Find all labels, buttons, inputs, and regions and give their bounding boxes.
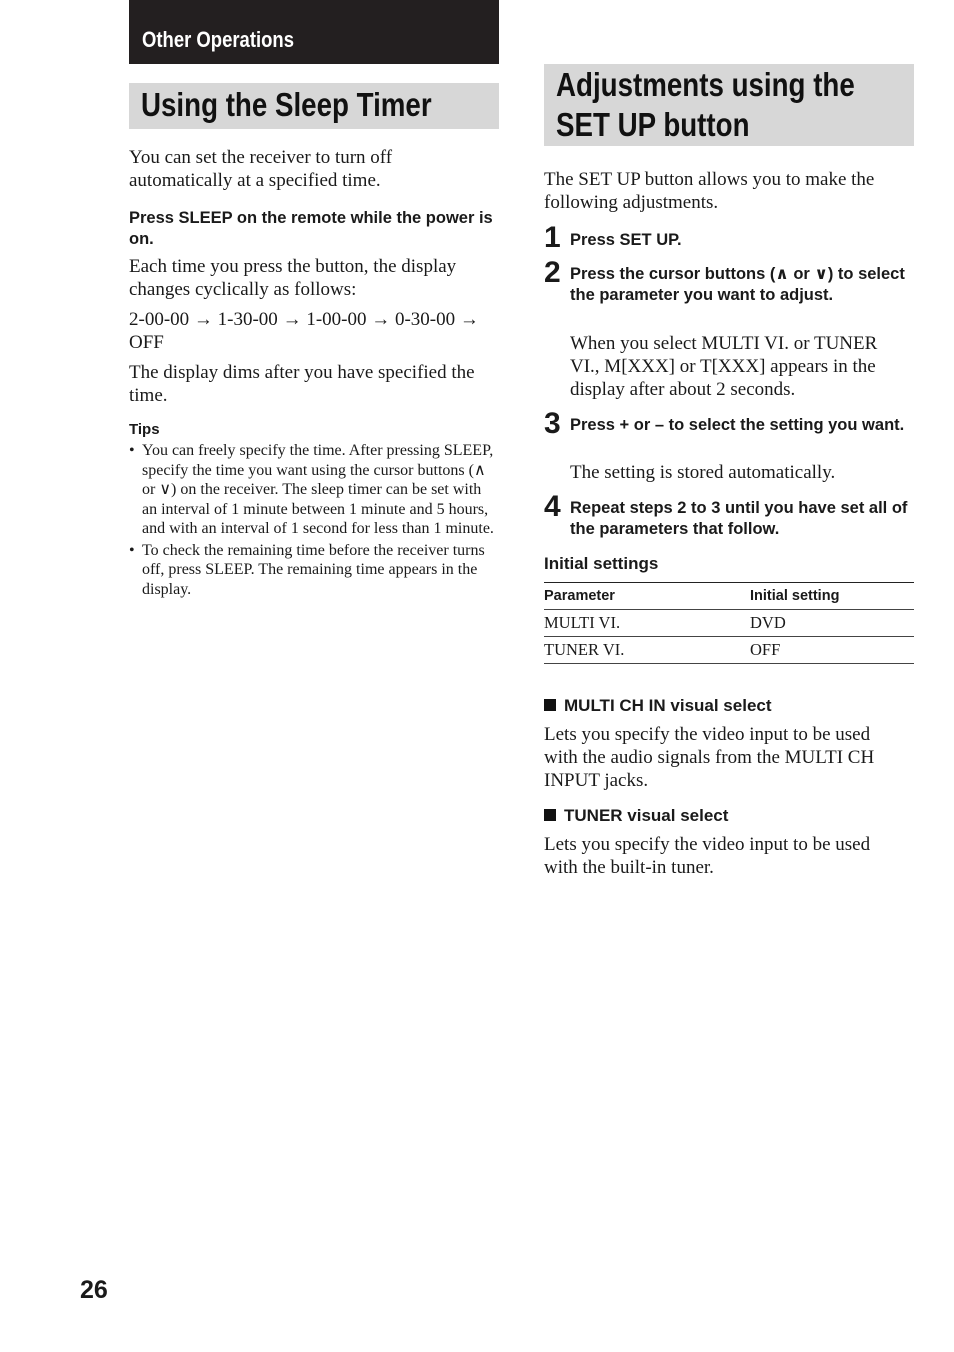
sleep-instruction: Press SLEEP on the remote while the power is on. <box>129 209 493 248</box>
tip-item: • You can freely specify the time. After pressing SLEEP, specify the time you want using the cursor buttons (∧ or ∨) on the receiver. The sleep timer can be set with an interval of 1 minute between 1 minute and 5 hours, and with an interval of 1 second for less than 1 minute. <box>129 441 494 539</box>
table-cell: TUNER VI. <box>544 640 625 659</box>
table-header-row <box>544 583 914 610</box>
table-row <box>544 610 914 637</box>
initial-settings-title: Initial settings <box>544 554 659 573</box>
setup-title-line2: SET UP button <box>556 106 750 143</box>
arrow-right-icon: → <box>371 309 391 330</box>
setup-title-line1: Adjustments using the <box>556 66 855 103</box>
tips-list <box>129 441 494 599</box>
seq-value: OFF <box>129 332 164 353</box>
step-number: 2 <box>544 256 561 289</box>
seq-value: 1-30-00 <box>217 309 278 330</box>
step-number: 3 <box>544 407 561 440</box>
table-header-cell: Parameter <box>544 588 615 604</box>
step-number: 1 <box>544 221 561 254</box>
sleep-intro: You can set the receiver to turn off automatically at a specified time. <box>129 147 393 191</box>
sleep-timer-title: Using the Sleep Timer <box>141 86 432 123</box>
step-heading: Press the cursor buttons (∧ or ∨) to select the parameter you want to adjust. <box>570 265 905 304</box>
setup-title-box <box>544 64 914 146</box>
square-bullet-icon <box>544 699 556 711</box>
multi-ch-title: MULTI CH IN visual select <box>564 696 772 715</box>
sleep-description: Each time you press the button, the display changes cyclically as follows: <box>129 256 457 300</box>
step-body: The setting is stored automatically. <box>570 462 836 483</box>
setup-intro: The SET UP button allows you to make the following adjustments. <box>544 169 875 213</box>
tuner-body: Lets you specify the video input to be used with the built-in tuner. <box>544 834 871 878</box>
arrow-right-icon: → <box>282 309 302 330</box>
multi-ch-heading <box>544 696 772 716</box>
table-header-cell: Initial setting <box>750 588 840 604</box>
seq-value: 2-00-00 <box>129 309 190 330</box>
sleep-timer-title-box <box>129 83 499 129</box>
step-number: 4 <box>544 490 561 523</box>
arrow-right-icon: → <box>459 309 479 330</box>
seq-value: 1-00-00 <box>306 309 367 330</box>
sleep-dims-note: The display dims after you have specified the time. <box>129 362 475 406</box>
tip-item: • To check the remaining time before the receiver turns off, press SLEEP. The remaining time appears in the display. <box>129 541 494 600</box>
tuner-heading <box>544 806 728 826</box>
step-body: When you select MULTI VI. or TUNER VI., M[XXX] or T[XXX] appears in the display after about 2 seconds. <box>570 333 878 400</box>
square-bullet-icon <box>544 809 556 821</box>
section-name: Other Operations <box>142 27 294 52</box>
step-heading: Repeat steps 2 to 3 until you have set all of the parameters that follow. <box>570 499 908 538</box>
page-number: 26 <box>80 1276 108 1304</box>
tuner-title: TUNER visual select <box>564 806 729 825</box>
sleep-sequence <box>129 308 494 354</box>
arrow-right-icon: → <box>193 309 213 330</box>
table-cell: OFF <box>750 640 781 659</box>
table-cell: MULTI VI. <box>544 613 621 632</box>
table-row <box>544 637 914 664</box>
step-heading: Press SET UP. <box>570 231 682 249</box>
seq-value: 0-30-00 <box>394 309 456 330</box>
table-cell: DVD <box>750 613 786 632</box>
sleep-timer-content <box>129 146 494 601</box>
initial-settings-table <box>544 582 914 664</box>
multi-ch-body: Lets you specify the video input to be used with the audio signals from the MULTI CH INPUT jacks. <box>544 724 875 791</box>
step-heading: Press + or – to select the setting you want. <box>570 416 905 434</box>
section-header-bar <box>129 0 499 64</box>
tips-title: Tips <box>129 421 160 438</box>
